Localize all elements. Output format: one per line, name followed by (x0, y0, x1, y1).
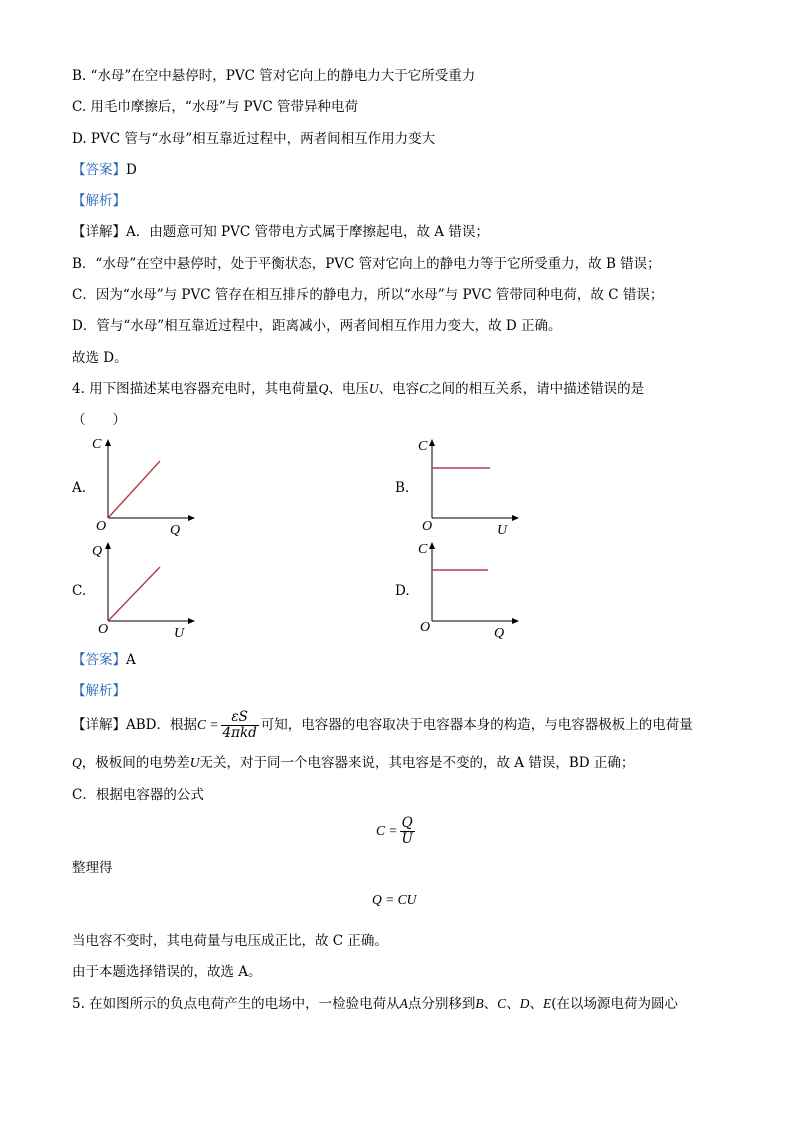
q4-rearranged: 整理得 (72, 860, 113, 876)
q4-detail-4: 当电容不变时，其电荷量与电压成正比，故 C 正确。 (72, 933, 388, 949)
capacitance-formula-lhs: C = (197, 717, 219, 732)
q3-detail-a: 【详解】A．由题意可知 PVC 管带电方式属于摩擦起电，故 A 错误； (72, 224, 489, 240)
q5-stem: 5. 在如图所示的负点电荷产生的电场中，一检验电荷从A点分别移到B、C、D、E(在以场源电荷为圆心 (72, 996, 678, 1012)
graph-option-a (88, 430, 198, 540)
origin-label: O (420, 620, 431, 635)
axis-x-label: Q (494, 626, 505, 641)
q4-answer-line (72, 650, 136, 670)
q4-detail-1: 【详解】ABD．根据C = $\frac{\varepsilon S}{\text{4πkd}}$ 可知，电容器的电容取决于电容器本身的构造，与电容器极板上的电荷量 (72, 709, 693, 741)
axis-y-label: C (418, 542, 428, 557)
graph-option-c (88, 533, 198, 643)
q3-conclusion: 故选 D。 (72, 350, 128, 366)
graph-option-d (412, 533, 522, 643)
option-b-label: B. (395, 480, 410, 496)
q3-answer: D (126, 162, 137, 178)
option-a-label: A. (72, 480, 87, 496)
axis-y-label: C (92, 437, 102, 452)
origin-label: O (422, 519, 433, 534)
detail-tag: 【详解】 (72, 717, 126, 733)
graph-option-b (412, 430, 522, 540)
q3-option-b: B. “水母”在空中悬停时，PVC 管对它向上的静电力大于它所受重力 (72, 68, 476, 84)
q3-detail-d: D．管与“水母”相互靠近过程中，距离减小，两者间相互作用力变大，故 D 正确。 (72, 318, 562, 334)
answer-tag: 【答案】 (72, 162, 126, 178)
detail-tag: 【详解】 (72, 224, 126, 240)
q4-detail-3: C．根据电容器的公式 (72, 787, 204, 803)
q3-answer-line (72, 160, 137, 180)
q4-paren: （ ） (72, 412, 126, 428)
axis-x-label: Q (170, 523, 181, 538)
analysis-tag: 【解析】 (72, 683, 126, 699)
q3-option-c: C. 用毛巾摩擦后，“水母”与 PVC 管带异种电荷 (72, 99, 358, 115)
q4-answer: A (126, 652, 136, 668)
origin-label: O (98, 622, 109, 637)
q4-detail-2: Q，极板间的电势差U无关，对于同一个电容器来说，其电容是不变的，故 A 错误，BD 正确； (72, 755, 635, 771)
option-c-label: C. (72, 583, 87, 599)
equation-q-cu: Q = CU (372, 892, 417, 907)
answer-tag: 【答案】 (72, 652, 126, 668)
origin-label: O (96, 519, 107, 534)
q4-stem: 4. 用下图描述某电容器充电时，其电荷量Q、电压U、电容C之间的相互关系，请中描述错误的是 (72, 381, 645, 397)
axis-y-label: Q (92, 544, 103, 559)
q4-conclusion: 由于本题选择错误的，故选 A。 (72, 964, 262, 980)
q3-detail-c: C．因为“水母”与 PVC 管存在相互排斥的静电力，所以“水母”与 PVC 管带同种电荷，故 C 错误； (72, 287, 664, 303)
q3-option-d: D. PVC 管与“水母”相互靠近过程中，两者间相互作用力变大 (72, 131, 436, 147)
q3-detail-b: B．“水母”在空中悬停时，处于平衡状态，PVC 管对它向上的静电力等于它所受重力，故 B 错误； (72, 256, 661, 272)
equation-c-q-u: C = $\frac{Q}{U}$ (376, 815, 413, 847)
axis-x-label: U (174, 626, 185, 641)
axis-x-label: U (497, 523, 508, 538)
capacitance-formula-fraction: $\frac{\varepsilon S}{\text{4πkd}}$ (222, 709, 257, 741)
option-d-label: D. (395, 583, 410, 599)
analysis-tag: 【解析】 (72, 193, 126, 209)
axis-y-label: C (418, 439, 428, 454)
